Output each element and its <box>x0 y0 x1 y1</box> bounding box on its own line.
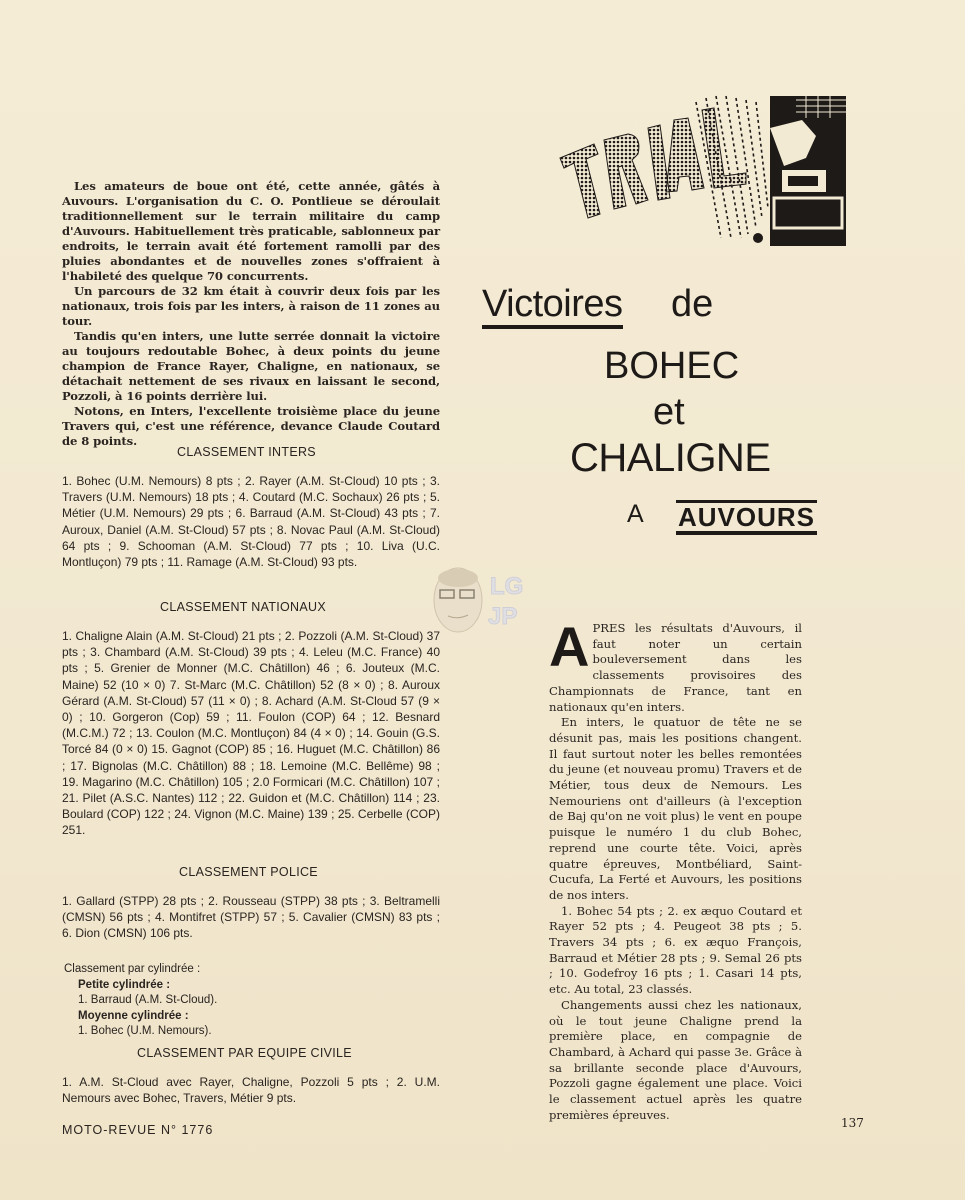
moyenne-cylindree-label: Moyenne cylindrée : <box>78 1009 189 1022</box>
petite-cylindree-result: 1. Barraud (A.M. St-Cloud). <box>78 994 218 1006</box>
classement-inters-results: 1. Bohec (U.M. Nemours) 8 pts ; 2. Rayer (A.M. St-Cloud) 10 pts ; 3. Travers (U.M. Nemours) 18 pts ; 4. Coutard (M.C. Sochaux) 26 pts ; 5. Métier (U.M. Nemours) 29 pts ; 6. Barraud (A.M. St-Cloud) 43 pts ; 7. Auroux, Daniel (A.M. St-Cloud) 57 pts ; 8. Novac Paul (A.M. St-Cloud) 64 pts ; 9. Schooman (A.M. St-Cloud) 77 pts ; 10. Liva (U.C. Montluçon) 79 pts ; 11. Ramage (A.M. St-Cloud) 93 pts. <box>62 474 440 570</box>
headline-victoires: Victoires <box>482 283 623 326</box>
headline-chaligne: CHALIGNE <box>570 436 771 480</box>
page-number: 137 <box>841 1116 864 1130</box>
classement-nationaux-title: CLASSEMENT NATIONAUX <box>160 600 326 614</box>
trial-rider-icon <box>556 88 848 248</box>
headline-a: A <box>627 500 644 528</box>
classement-nationaux-results: 1. Chaligne Alain (A.M. St-Cloud) 21 pts ; 2. Pozzoli (A.M. St-Cloud) 37 pts ; 3. Chambard (A.M. St-Cloud) 39 pts ; 4. Leleu (M.C. France) 40 pts ; 5. Grenier de Monner (M.C. Châtillon) 46 ; 6. Jouteux (M.C. Maine) 52 (10 × 0) 7. St-Marc (M.C. Châtillon) 52 (8 × 0) ; 8. Auroux Gérard (A.M. St-Cloud) 57 (11 × 0) ; 8. Achard (A.M. St-Cloud 57 (9 × 0) ; 10. Gorgeron (Cop) 59 ; 11. Foulon (COP) 64 ; 12. Besnard (M.C.M.) 72 ; 13. Coulon (M.C. Montluçon) 84 (4 × 0) ; 14. Gouin (G.S. Torcé 84 (0 × 0) 15. Gagnot (COP) 85 ; 16. Huguet (M.C. Châtillon) 86 ; 17. Bignolas (M.C. Châtillon) 88 ; 18. Lemoine (M.C. Bellême) 98 ; 19. Magarino (M.C. Châtillon) 105 ; 2.0 Formicari (M.C. Châtillon) 107 ; 21. Pilet (A.S.C. Nantes) 112 ; 22. Guidon et (M.C. Châtillon) 114 ; 23. Boulard (COP) 122 ; 24. Vignon (M.C. Maine) 139 ; 25. Cerbelle (COP) 251. <box>62 629 440 838</box>
portrait-watermark-icon <box>426 560 538 640</box>
cylindree-title: Classement par cylindrée : <box>64 963 201 975</box>
classement-police-results: 1. Gallard (STPP) 28 pts ; 2. Rousseau (STPP) 38 pts ; 3. Beltramelli (CMSN) 56 pts ; 4. Montifret (STPP) 57 ; 5. Cavalier (CMSN) 83 pts ; 6. Dion (CMSN) 106 pts. <box>62 894 440 941</box>
classement-cylindree <box>64 962 364 1040</box>
intro-paragraph: Les amateurs de boue ont été, cette année, gâtés à Auvours. L'organisation du C. O. Pontlieue se déroulait traditionnellement sur le terrain militaire du camp d'Auvours. Habituellement très praticable, sablonneux par endroits, le terrain avait été fortement ramolli par des pluies abondantes et de nouvelles zones s'offraient à l'habileté des quelque 70 concurrents. <box>62 179 440 283</box>
classement-equipe-title: CLASSEMENT PAR EQUIPE CIVILE <box>137 1046 352 1060</box>
article-paragraph: 1. Bohec 54 pts ; 2. ex æquo Coutard et Rayer 52 pts ; 4. Peugeot 38 pts ; 5. Travers 34 pts ; 6. ex æquo François, Barraud et Métier 28 pts ; 9. Semal 26 pts ; 10. Godefroy 16 pts ; 1. Casari 14 pts, etc. Au total, 23 classés. <box>549 903 802 997</box>
intro-paragraph: Notons, en Inters, l'excellente troisième place du jeune Travers qui, c'est une référence, devance Claude Coutard de 8 points. <box>62 404 440 448</box>
magazine-footer: MOTO-REVUE N° 1776 <box>62 1123 214 1137</box>
classement-inters-title: CLASSEMENT INTERS <box>177 445 316 459</box>
intro-paragraph: Un parcours de 32 km était à couvrir deux fois par les nationaux, trois fois par les inters, à raison de 11 zones au tour. <box>62 284 440 328</box>
headline-et: et <box>653 391 685 433</box>
watermark-letters-top: LG <box>490 573 524 600</box>
intro-text <box>62 179 440 449</box>
classement-police-title: CLASSEMENT POLICE <box>179 865 318 879</box>
article-paragraph: En inters, le quatuor de tête ne se désunit pas, mais les positions changent. Il faut surtout noter les belles remontées du jeune (et nouveau promu) Travers et de Métier, tous deux de Nemours. Les Nemouriens ont d'ailleurs (à l'exception de Baj qu'on ne voit plus) le vent en poupe puisque le numéro 1 du club Bohec, reprend une courte tête. Voici, après quatre épreuves, Montbéliard, Saint-Cucufa, La Ferté et Auvours, les positions de nos inters. <box>549 715 802 902</box>
drop-cap: A <box>549 615 590 678</box>
moyenne-cylindree-result: 1. Bohec (U.M. Nemours). <box>78 1025 212 1037</box>
headline-de: de <box>671 283 714 325</box>
headline-auvours: AUVOURS <box>676 500 817 535</box>
headline-bohec: BOHEC <box>604 345 740 387</box>
article-paragraph: Changements aussi chez les nationaux, où le tout jeune Chaligne prend la première place, en compagnie de Chambard, à Achard qui passe 3e. Grâce à sa brillante seconde place d'Auvours, Pozzoli gagne également une place. Voici le classement actuel après les quatre premières épreuves. <box>549 997 802 1122</box>
watermark-letters-bottom: JP <box>488 603 518 630</box>
article-body <box>549 615 802 1124</box>
petite-cylindree-label: Petite cylindrée : <box>78 978 171 991</box>
article-paragraph: APRES les résultats d'Auvours, il faut noter un certain bouleversement dans les classements provisoires des Championnats de France, tant en nationaux qu'en inters. <box>549 615 802 714</box>
intro-paragraph: Tandis qu'en inters, une lutte serrée donnait la victoire au toujours redoutable Bohec, à deux points du jeune champion de France Rayer, Chaligne, en nationaux, se détachait nettement de ses rivaux en laissant le second, Pozzoli, à 16 points derrière lui. <box>62 329 440 403</box>
classement-equipe-results: 1. A.M. St-Cloud avec Rayer, Chaligne, Pozzoli 5 pts ; 2. U.M. Nemours avec Bohec, Travers, Métier 9 pts. <box>62 1075 440 1106</box>
